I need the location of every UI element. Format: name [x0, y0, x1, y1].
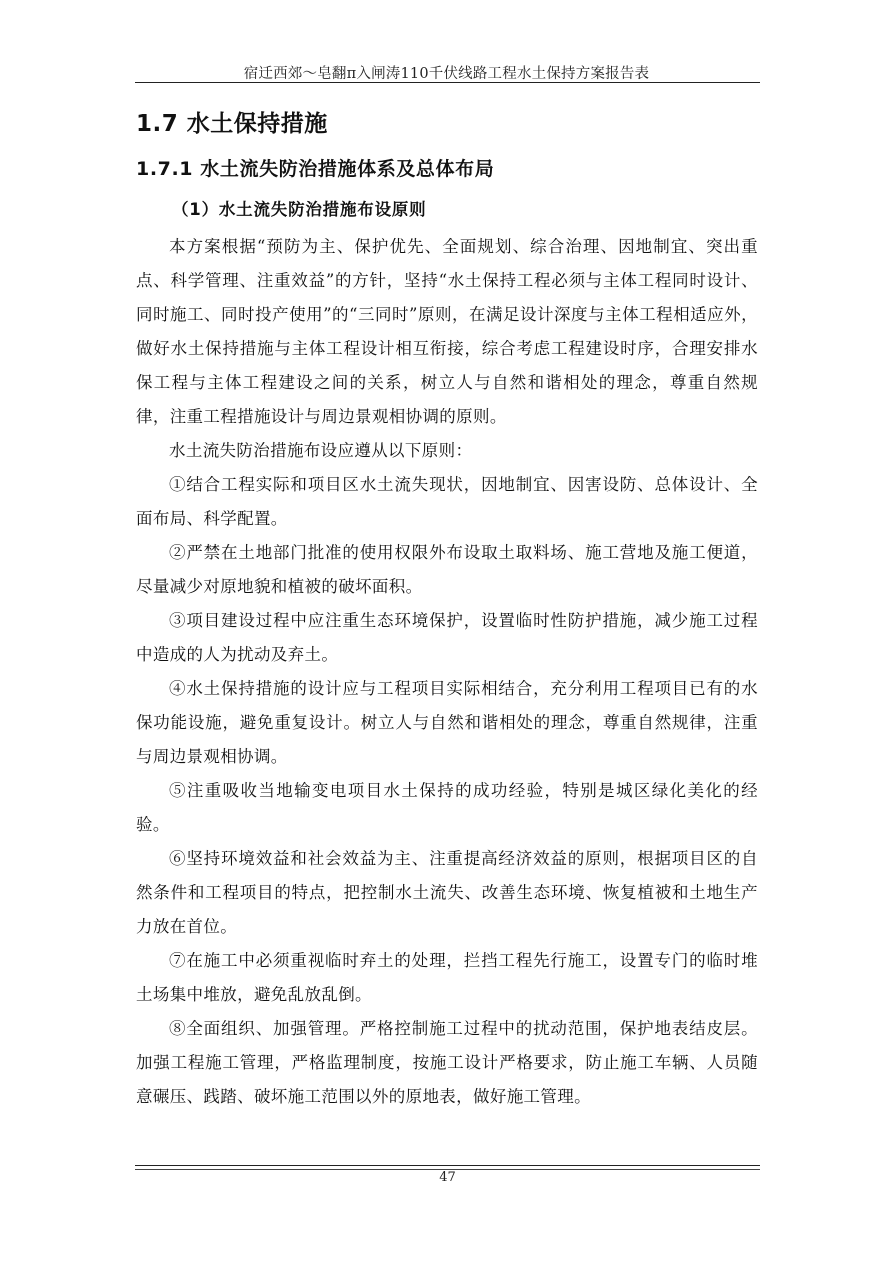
page-body: [136, 100, 758, 1114]
principles-lead-in: 水土流失防治措施布设应遵从以下原则：: [169, 441, 473, 460]
principle-item-6: ⑥坚持环境效益和社会效益为主、注重提高经济效益的原则，根据项目区的自然条件和工程项目的特点，把控制水土流失、改善生态环境、恢复植被和土地生产力放在首位。: [136, 849, 758, 936]
principle-item-7: ⑦在施工中必须重视临时弃土的处理，拦挡工程先行施工，设置专门的临时堆土场集中堆放，避免乱放乱倒。: [136, 951, 758, 1004]
header-divider: [135, 82, 760, 83]
page-number: 47: [439, 1170, 456, 1185]
principle-item-8: ⑧全面组织、加强管理。严格控制施工过程中的扰动范围，保护地表结皮层。加强工程施工管理，严格监理制度，按施工设计严格要求，防止施工车辆、人员随意碾压、践踏、破坏施工范围以外的原地表，做好施工管理。: [136, 1019, 758, 1106]
principle-item-5: ⑤注重吸收当地输变电项目水土保持的成功经验，特别是城区绿化美化的经验。: [136, 781, 758, 834]
principles-heading: （1）水土流失防治措施布设原则: [172, 200, 427, 219]
footer-divider-thick: [135, 1165, 760, 1166]
running-header: 宿迁西郊～皂翻π入闸涛110千伏线路工程水土保持方案报告表: [243, 66, 650, 82]
subsection-title: 1.7.1 水土流失防治措施体系及总体布局: [136, 158, 495, 180]
section-title: 1.7 水土保持措施: [136, 111, 328, 137]
principle-item-3: ③项目建设过程中应注重生态环境保护，设置临时性防护措施，减少施工过程中造成的人为扰动及弃土。: [136, 611, 758, 664]
principle-item-1: ①结合工程实际和项目区水土流失现状，因地制宜、因害设防、总体设计、全面布局、科学配置。: [136, 475, 758, 528]
principle-item-4: ④水土保持措施的设计应与工程项目实际相结合，充分利用工程项目已有的水保功能设施，避免重复设计。树立人与自然和谐相处的理念，尊重自然规律，注重与周边景观相协调。: [136, 679, 758, 766]
intro-paragraph: 本方案根据“预防为主、保护优先、全面规划、综合治理、因地制宜、突出重点、科学管理、注重效益”的方针，坚持“水土保持工程必须与主体工程同时设计、同时施工、同时投产使用”的“三同时”原则，在满足设计深度与主体工程相适应外，做好水土保持措施与主体工程设计相互衔接，综合考虑工程建设时序，合理安排水保工程与主体工程建设之间的关系，树立人与自然和谐相处的理念，尊重自然规律，注重工程措施设计与周边景观相协调的原则。: [136, 237, 758, 426]
principle-item-2: ②严禁在土地部门批准的使用权限外布设取土取料场、施工营地及施工便道，尽量减少对原地貌和植被的破坏面积。: [136, 543, 758, 596]
